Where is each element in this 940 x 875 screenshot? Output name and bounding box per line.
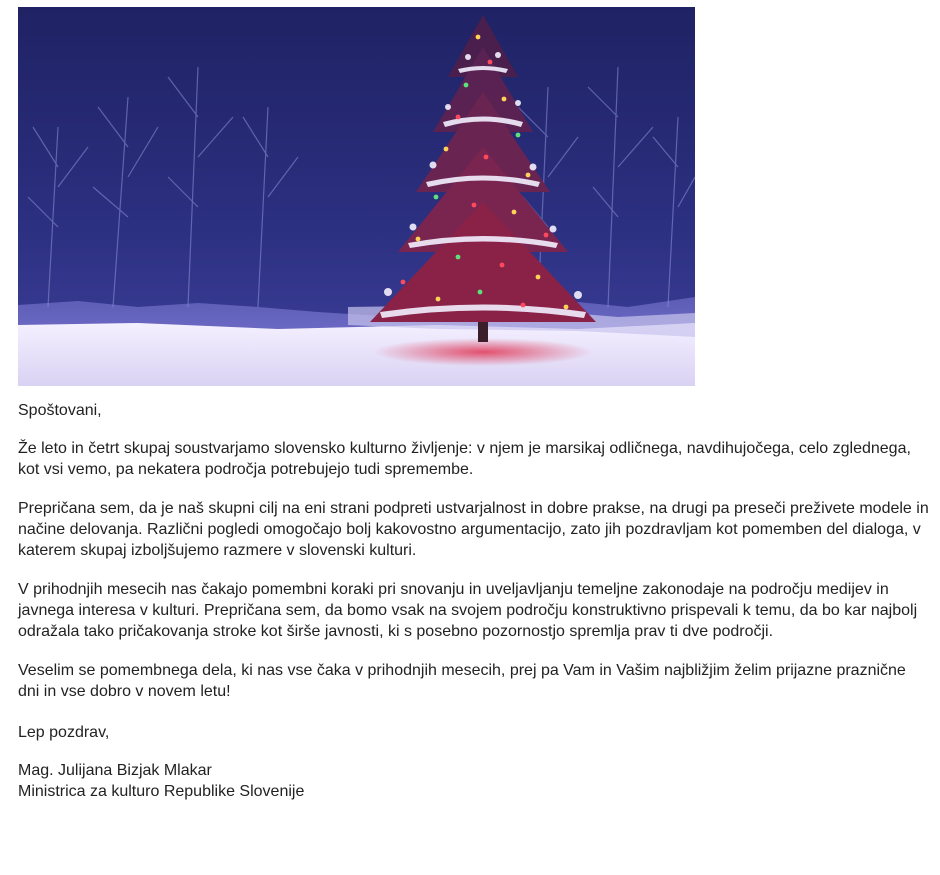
letter-paragraph-2: Prepričana sem, da je naš skupni cilj na eni strani podpreti ustvarjalnost in dobre prakse, na drugi pa preseči preživete modele in načine delovanja. Različni pogledi omogočajo bolj kakovostno argumentacijo, zato jih pozdravljam kot pomemben del dialoga, v katerem skupaj izboljšujemo razmere v slovenski kulturi.	[18, 500, 929, 559]
letter-body	[18, 400, 930, 802]
letter-paragraph-4: Veselim se pomembnega dela, ki nas vse čaka v prihodnjih mesecih, prej pa Vam in Vašim najbližjim želim prijazne praznične dni in vse dobro v novem letu!	[18, 662, 906, 700]
christmas-tree-illustration	[18, 7, 695, 386]
signature-title: Ministrica za kulturo Republike Slovenije	[18, 783, 305, 800]
christmas-tree-image	[18, 7, 695, 386]
letter-paragraph-1: Že leto in četrt skupaj soustvarjamo slovensko kulturno življenje: v njem je marsikaj odličnega, navdihujočega, celo zglednega, kot vsi vemo, pa nekatera področja potrebujejo tudi spremembe.	[18, 440, 911, 478]
signature-name: Mag. Julijana Bizjak Mlakar	[18, 762, 212, 779]
letter-closing: Lep pozdrav,	[18, 724, 110, 741]
letter-greeting: Spoštovani,	[18, 402, 102, 419]
letter-paragraph-3: V prihodnjih mesecih nas čakajo pomembni koraki pri snovanju in uveljavljanju temeljne zakonodaje na področju medijev in javnega interesa v kulturi. Prepričana sem, da bomo vsak na svojem področju konstruktivno prispevali k temu, da bo kar najbolj odražala tako pričakovanja stroke kot širše javnosti, ki s posebno pozornostjo spremlja prav ti dve področji.	[18, 581, 918, 640]
